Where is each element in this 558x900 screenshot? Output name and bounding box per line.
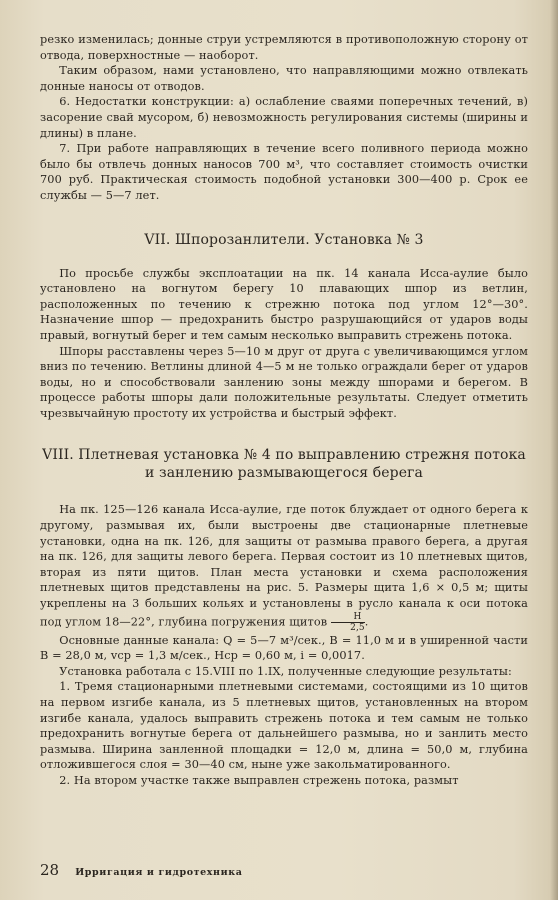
paragraph-point-7: 7. При работе направляющих в течение всего поливного периода можно было бы отвлечь донных наносов 700 м³, что составляет стоимость очистки 700 руб. Практическая стоимость подобной установки 300—400 р. Срок ее службы — 5—7 лет.: [40, 142, 528, 202]
paragraph-vii-1: По просьбе службы эксплоатации на пк. 14 канала Исса-аулие было установлено на вогнутом берегу 10 плавающих шпор из ветлин, расположенных по течению к стрежню потока под углом 12°—30°. Назначение шпор — предохранить быстро разрушающийся от ударов воды правый, вогнутый берег и тем самым несколько выправить стрежень потока.: [40, 266, 528, 342]
paragraph-continued: резко изменилась; донные струи устремляются в противоположную сторону от отвода, поверхностные — наоборот.: [40, 33, 528, 62]
fraction-depth: [331, 612, 365, 633]
page-edge-shadow: [550, 0, 558, 900]
paragraph-point-6: 6. Недостатки конструкции: а) ослабление сваями поперечных течений, в) засорение свай мусором, б) невозможность регулирования системы (ширины и длины) в плане.: [40, 95, 528, 140]
page-footer: [40, 862, 528, 881]
paragraph-viii-1: На пк. 125—126 канала Исса-аулие, где поток блуждает от одного берега к другому, размывая их, были выстроены две стационарные плетневые установки, одна на пк. 126, для защиты от размыва правого берега, а другая на пк. 126, для защиты левого берега. Первая состоит из 10 плетневых щитов, вторая из пяти щитов. План места установки и схема расположения плетневых щитов представлены на рис. 5. Размеры щита 1,6 × 0,5 м; щиты укреплены на 3 больших кольях и установлены в русло канала к оси потока под углом 18—22°, глубина погружения щитов $\frac{H}{2,5}$ .: [40, 503, 528, 633]
journal-title: Ирригация и гидротехника: [75, 867, 243, 878]
paragraph-viii-2: Основные данные канала: Q = 5—7 м³/сек., B = 11,0 м и в уширенной части B = 28,0 м, vср = 1,3 м/сек., Hср = 0,60 м, i = 0,0017.: [40, 633, 528, 663]
paragraph-viii-4: 1. Тремя стационарными плетневыми системами, состоящими из 10 щитов на первом изгибе канала, из 5 плетневых щитов, установленных на втором изгибе канала, удалось выправить стрежень потока и тем самым не только предохранить вогнутые берега от дальнейшего размыва, но и занлить место размыва. Ширина занленной площадки = 12,0 м, длина = 50,0 м, глубина отложившегося слоя = 30—40 см, ныне уже закольматированного.: [40, 680, 528, 772]
page-number: 28: [40, 861, 60, 879]
paragraph-viii-3: Установка работала с 15.VIII по 1.IX, полученные следующие результаты:: [59, 664, 512, 678]
paragraph-vii-2: Шпоры расставлены через 5—10 м друг от друга с увеличивающимся углом вниз по течению. Ветлины длиной 4—5 м не только ограждали берег от ударов воды, но и способствовали занлению зоны между шпорами и берегом. В процессе работы шпоры дали положительные результаты. Следует отметить чрезвычайную простоту их устройства и быстрый эффект.: [40, 344, 528, 420]
fraction-denominator: 2,5: [350, 622, 365, 633]
paragraph-conclusion: Таким образом, нами установлено, что направляющими можно отвлекать донные наносы от отводов.: [40, 64, 528, 93]
page-content: [40, 32, 528, 789]
paragraph-viii-5: 2. На втором участке также выправлен стрежень потока, размыт: [59, 773, 459, 787]
paragraph-viii-1-text: На пк. 125—126 канала Исса-аулие, где поток блуждает от одного берега к другому, размывая их, были выстроены две стационарные плетневые установки, одна на пк. 126, для защиты от размыва правого берега, а другая на пк. 126, для защиты левого берега. Первая состоит из 10 плетневых щитов, вторая из пяти щитов. План места установки и схема расположения плетневых щитов представлены на рис. 5. Размеры щита 1,6 × 0,5 м; щиты укреплены на 3 больших кольях и установлены в русло канала к оси потока под углом 18—22°, глубина погружения щитов: [40, 503, 528, 629]
section-heading-vii: VII. Шпорозанлители. Установка № 3: [144, 231, 424, 248]
section-heading-viii: VIII. Плетневая установка № 4 по выправлению стрежня потока и занлению размывающегося берега: [42, 447, 526, 482]
fraction-numerator: H: [331, 612, 365, 623]
